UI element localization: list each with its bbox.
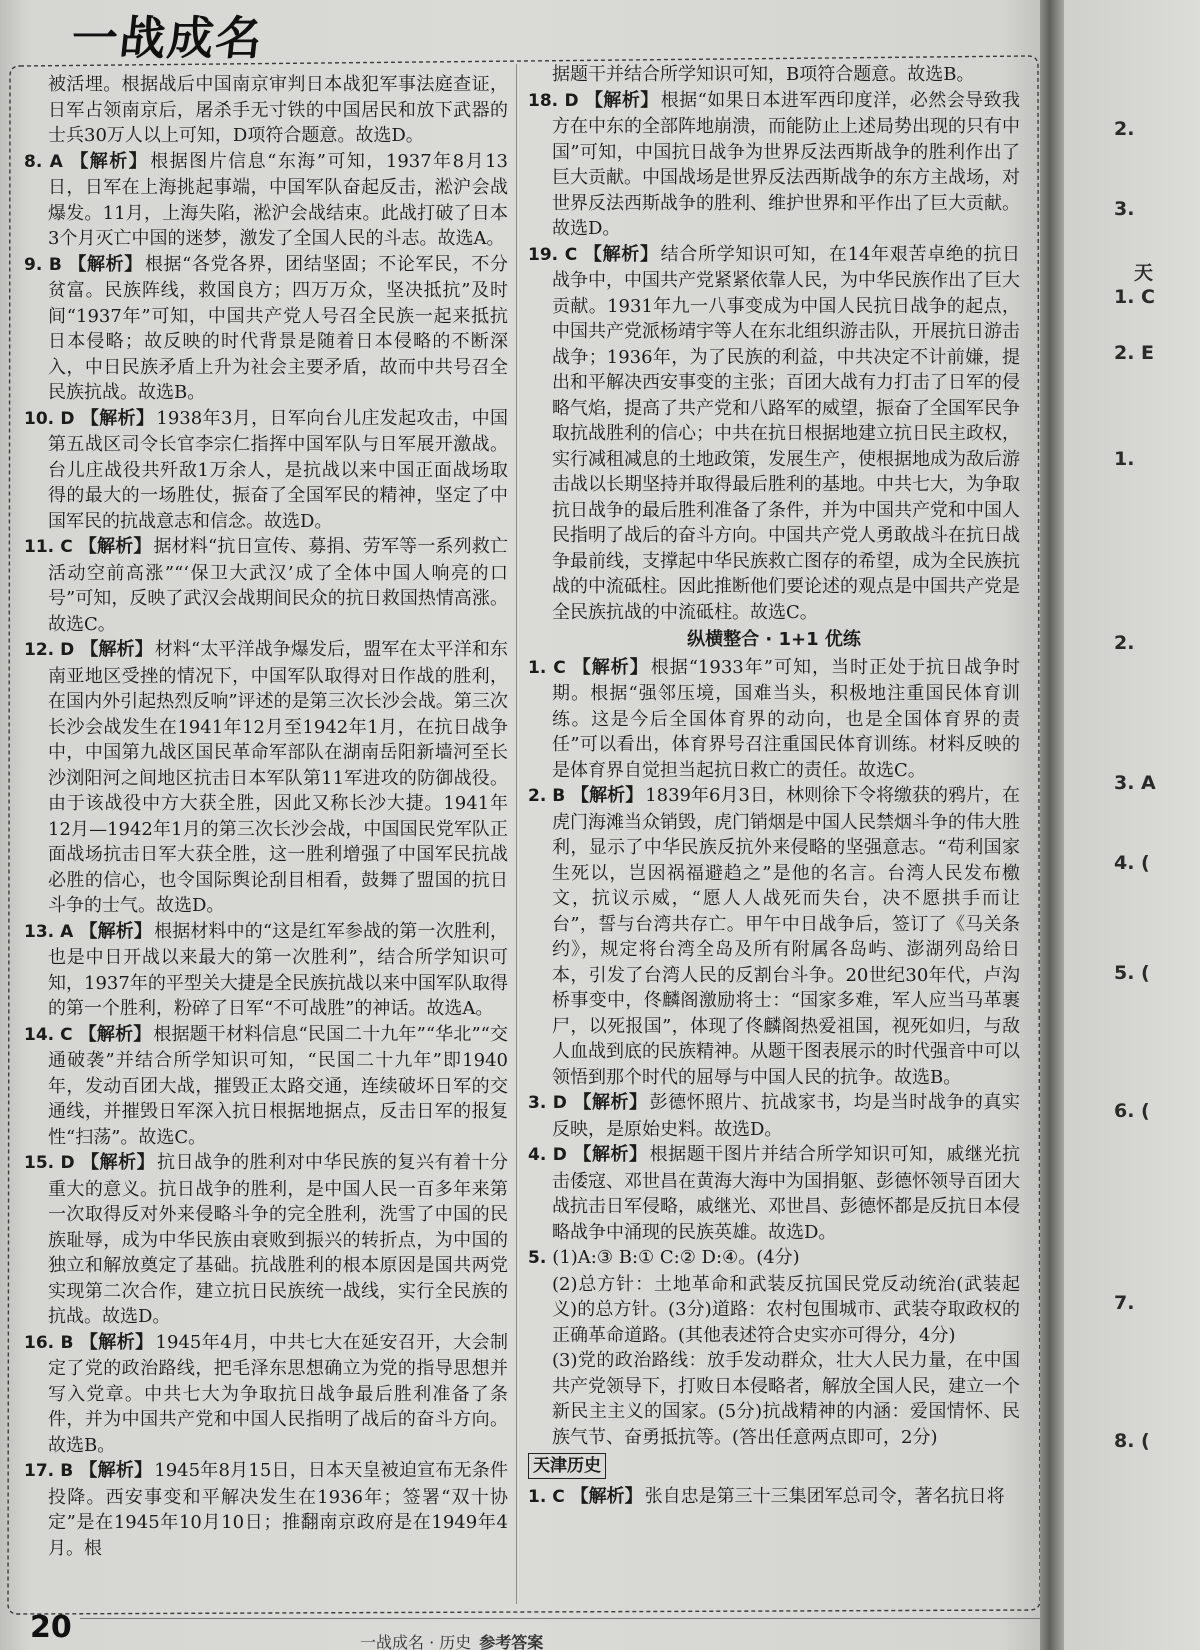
answer-item-16 xyxy=(24,1330,508,1459)
analysis-tag: 【解析】 xyxy=(78,536,152,557)
column-divider xyxy=(516,64,517,1604)
answer-text: 根据“如果日本进军西印度洋，必然会导致我方在中东的全部阵地崩溃，而能防止上述局势出现的只有中国”可知，中国抗日战争为世界反法西斯战争的胜利作出了巨大贡献。中国战场是世界反法西斯战争的东方主战场，对世界反法西斯战争的胜利、维护世界和平作出了巨大贡献。故选D。 xyxy=(552,89,1020,239)
analysis-tag: 【解析】 xyxy=(584,89,659,111)
analysis-tag: 【解析】 xyxy=(80,407,155,429)
answer-item-9 xyxy=(24,252,508,406)
analysis-tag: 【解析】 xyxy=(571,656,649,678)
region-label-box: 天津历史 xyxy=(528,1453,606,1479)
next-page-fragment: 8. ( xyxy=(1114,1430,1150,1452)
analysis-tag: 【解析】 xyxy=(80,639,153,660)
section-item-2 xyxy=(528,783,1020,1090)
answer-text: 根据“各党各界，团结坚固；不论军民，不分贫富。民族阵线，救国良方；四万万众，坚决抵抗”及时间“1937年”可知，中国共产党人号召全民族一起来抵抗日本侵略；故反映的时代背景是随着日本侵略的不断深入，中日民族矛盾上升为社会主要矛盾，故而中共号召全民族抗战。故选B。 xyxy=(48,253,508,403)
next-page-fragment: 3. A xyxy=(1114,772,1156,794)
answer-number: 16. B xyxy=(24,1332,74,1353)
answer-item-12 xyxy=(24,637,508,919)
answer-text: 根据材料中的“这是红军参战的第一次胜利，也是中日开战以来最大的第一次胜利”，结合所学知识可知，1937年的平型关大捷是全民族抗战以来中国军队取得的第一个胜利，粉碎了日军“不可战胜”的神话。故选A。 xyxy=(48,920,508,1019)
answer-text: 被活埋。根据战后中国南京审判日本战犯军事法庭查证，日军占领南京后，屠杀手无寸铁的中国居民和放下武器的士兵30万人以上可知，D项符合题意。故选D。 xyxy=(48,74,508,146)
section-heading: 纵横整合 · 1+1 优练 xyxy=(687,629,861,650)
answer-text: 据题干并结合所学知识可知，B项符合题意。故选B。 xyxy=(552,64,975,85)
answer-number: 15. D xyxy=(24,1153,75,1173)
left-column xyxy=(24,72,508,1607)
answer-text: 1945年4月，中共七大在延安召开，大会制定了党的政治路线，把毛泽东思想确立为党的指导思想并写入党章。中共七大为争取抗日战争最后胜利准备了条件，并为中国共产党和中国人民指明了战后的奋斗方向。故选B。 xyxy=(48,1331,508,1456)
answer-text: 1839年6月3日，林则徐下令将缴获的鸦片，在虎门海滩当众销毁，虎门销烟是中国人民禁烟斗争的伟大胜利，显示了中华民族反抗外来侵略的坚强意志。“苟利国家生死以，岂因祸福避趋之”是他的名言。台湾人民发布檄文，抗议示威，“愿人人战死而失台，决不愿拱手而让台”，誓与台湾共存亡。甲午中日战争后，签订了《马关条约》，规定将台湾全岛及所有附属各岛屿、澎湖列岛给日本，引发了台湾人民的反割台斗争。20世纪30年代，卢沟桥事变中，佟麟阁激励将士：“国家多难，军人应当马革裹尸，以死报国”，体现了佟麟阁热爱祖国，视死如归，与敌人血战到底的民族精神。从题干图表展示的时代强音中可以领悟到那个时代的屈辱与中国人民的抗争。故选B。 xyxy=(552,785,1020,1088)
answer-item-15 xyxy=(24,1150,508,1330)
analysis-tag: 【解析】 xyxy=(79,1331,154,1353)
next-page-fragment: 4. ( xyxy=(1114,852,1150,874)
page-number: 20 xyxy=(30,1610,72,1645)
answer-number: 8. A xyxy=(24,151,63,172)
next-page-fragment: 1. C xyxy=(1114,286,1155,308)
answer-item-13 xyxy=(24,919,508,1022)
analysis-tag: 【解析】 xyxy=(572,1144,648,1165)
section-item-5-part-3 xyxy=(528,1348,1020,1450)
next-page-fragment: 3. xyxy=(1114,198,1135,220)
answer-text: (1)A:③ B:① C:② D:④。(4分) xyxy=(552,1247,800,1268)
answer-number: 10. D xyxy=(24,408,75,429)
answer-number: 11. C xyxy=(24,537,73,557)
next-page-fragment: 7. xyxy=(1114,1292,1135,1314)
answer-text: 根据图片信息“东海”可知，1937年8月13日，日军在上海挑起事端，中国军队奋起反击，淞沪会战爆发。11月，上海失陷，淞沪会战结束。此战打破了日本3个月灭亡中国的迷梦，激发了全国人民的斗志。故选A。 xyxy=(48,150,508,249)
answer-number: 1. C xyxy=(528,657,566,678)
region-item-1 xyxy=(528,1484,1020,1511)
footer-rule xyxy=(80,1618,1040,1619)
right-column xyxy=(528,62,1020,1607)
answer-number: 5. xyxy=(528,1248,547,1268)
answer-number: 12. D xyxy=(24,640,75,660)
answer-number: 1. C xyxy=(528,1487,565,1507)
analysis-tag: 【解析】 xyxy=(68,150,149,172)
analysis-tag: 【解析】 xyxy=(67,253,143,275)
next-page-fragment: 5. ( xyxy=(1114,962,1150,984)
footer-book-suffix: 参考答案 xyxy=(479,1633,544,1650)
answer-number: 19. C xyxy=(528,244,578,265)
answer-text: 1938年3月，日军向台儿庄发起攻击，中国第五战区司令长官李宗仁指挥中国军队与日军展开激战。台儿庄战役共歼敌1万余人，是抗战以来中国正面战场取得的最大的一场胜仗，振奋了全国军民的精神，坚定了中国军民的抗战意志和信念。故选D。 xyxy=(48,407,508,532)
answer-text: 根据题干图片并结合所学知识可知，戚继光抗击倭寇、邓世昌在黄海大海中为国捐躯、彭德怀领导百团大战抗击日军侵略，戚继光、邓世昌、彭德怀都是反抗日本侵略战争中涌现的民族英雄。故选D。 xyxy=(552,1144,1020,1243)
answer-number: 3. D xyxy=(528,1093,567,1113)
section-item-1 xyxy=(528,655,1020,784)
answer-number: 2. B xyxy=(528,786,566,806)
next-page-fragment: 1. xyxy=(1114,448,1135,470)
answer-item-10 xyxy=(24,406,508,535)
answer-text: (2)总方针：土地革命和武装反抗国民党反动统治(武装起义)的总方针。(3分)道路：农村包围城市、武装夺取政权的正确革命道路。(其他表述符合史实亦可得分，4分) xyxy=(552,1273,1020,1346)
answer-text: 材料“太平洋战争爆发后，盟军在太平洋和东南亚地区受挫的情况下，中国军队取得对日作战的胜利，在国内外引起热烈反响”评述的是第三次长沙会战。第三次长沙会战发生在1941年12月至1942年1月，在抗日战争中，中国第九战区国民革命军部队在湖南岳阳新墙河至长沙浏阳河之间地区抗击日本军队第11军进攻的防御战役。由于该战役中方大获全胜，因此又称长沙大捷。1941年12月—1942年1月的第三次长沙会战，中国国民党军队正面战场抗击日军大获全胜，这一胜利增强了中国军民抗战必胜的信心，也令国际舆论刮目相看，鼓舞了盟国的抗日斗争的士气。故选D。 xyxy=(48,639,508,916)
answer-item-14 xyxy=(24,1022,508,1151)
answer-item-7-continued xyxy=(24,72,508,149)
book-gutter-shadow xyxy=(1040,0,1064,1650)
answer-text: 根据题干材料信息“民国二十九年”“华北”“交通破袭”并结合所学知识可知，“民国二十九年”即1940年，发动百团大战，摧毁正太路交通，连续破坏日军的交通线，并摧毁日军深入抗日根据地据点，反击日军的报复性“扫荡”。故选C。 xyxy=(48,1023,508,1148)
answer-text: 抗日战争的胜利对中华民族的复兴有着十分重大的意义。抗日战争的胜利，是中国人民一百多年来第一次取得反对外来侵略斗争的完全胜利，洗雪了中国的民族耻辱，成为中华民族由衰败到振兴的转折点，为中国的独立和解放奠定了基础。抗战胜利的根本原因是国共两党实现第二次合作，建立抗日民族统一战线，实行全民族的抗战。故选D。 xyxy=(48,1152,508,1327)
answer-item-18 xyxy=(528,88,1020,242)
book-brand-title: 一战成名 xyxy=(68,11,267,65)
answer-text: 1945年8月15日，日本天皇被迫宣布无条件投降。西安事变和平解决发生在1936年；签署“双十协定”是在1945年10月10日；推翻南京政府是在1949年4月。根 xyxy=(48,1460,508,1559)
answer-number: 9. B xyxy=(24,254,62,275)
answer-number: 4. D xyxy=(528,1145,567,1165)
answer-text: 据材料“抗日宣传、募捐、劳军等一系列救亡活动空前高涨”“‘保卫大武汉’成了全体中国人响亮的口号”可知，反映了武汉会战期间民众的抗日救国热情高涨。故选C。 xyxy=(48,536,508,635)
section-item-5-part-2 xyxy=(528,1272,1020,1349)
answer-text: 结合所学知识可知，在14年艰苦卓绝的抗日战争中，中国共产党紧紧依靠人民，为中华民族作出了巨大贡献。1931年九一八事变成为中国人民抗日战争的起点，中国共产党派杨靖宇等人在东北组织游击队，开展抗日游击战争；1936年，为了民族的利益，中共决定不计前嫌，提出和平解决西安事变的主张；百团大战有力打击了日军的侵略气焰，提高了共产党和八路军的威望，振奋了全国军民争取抗战胜利的信心；中共在抗日根据地建立抗日民主政权，实行减租减息的土地政策，发展生产，使根据地成为敌后游击战以长期坚持并取得最后胜利的基地。中共七大，为争取抗日战争的最后胜利准备了条件，并为中国共产党和中国人民指明了战后的奋斗方向。中国共产党人勇敢战斗在抗日战争最前线，支撑起中华民族救亡图存的希望，成为全民族抗战的中流砥柱。因此推断他们要论述的观点是中国共产党是全民族抗战的中流砥柱。故选C。 xyxy=(552,243,1020,623)
answer-number: 17. B xyxy=(24,1461,74,1481)
answer-item-17 xyxy=(24,1458,508,1561)
section-item-4 xyxy=(528,1142,1020,1245)
analysis-tag: 【解析】 xyxy=(571,785,644,806)
section-item-5-part-1 xyxy=(528,1245,1020,1272)
answer-number: 18. D xyxy=(528,90,579,111)
footer-book-name: 一战成名 · 历史 xyxy=(360,1633,472,1650)
next-page-fragment: 2. E xyxy=(1114,342,1155,364)
analysis-tag: 【解析】 xyxy=(570,1486,643,1507)
analysis-tag: 【解析】 xyxy=(572,1092,648,1113)
analysis-tag: 【解析】 xyxy=(79,1460,153,1481)
answer-text: 张自忠是第三十三集团军总司令，著名抗日将 xyxy=(644,1486,1005,1507)
answer-number: 13. A xyxy=(24,921,74,942)
analysis-tag: 【解析】 xyxy=(583,243,659,265)
next-page-fragment: 天 xyxy=(1134,262,1154,284)
next-page-edge xyxy=(1064,0,1200,1650)
answer-text: (3)党的政治路线：放手发动群众，壮大人民力量，在中国共产党领导下，打败日本侵略者，解放全国人民，建立一个新民主主义的国家。(5分)抗战精神的内涵：爱国情怀、民族气节、奋勇抵抗等。(答出任意两点即可，2分) xyxy=(552,1350,1020,1448)
analysis-tag: 【解析】 xyxy=(80,1152,156,1173)
answer-item-11 xyxy=(24,534,508,637)
analysis-tag: 【解析】 xyxy=(79,920,153,942)
answer-item-17-continued xyxy=(528,62,1020,88)
answer-text: 根据“1933年”可知，当时正处于抗日战争时期。根据“强邻压境，国难当头，积极地注重国民体育训练。这是今后全国体育界的动向，也是全国体育界的责任”可以看出，体育界号召注重国民体育训练。材料反映的是体育界自觉担当起抗日救亡的责任。故选C。 xyxy=(552,656,1020,781)
next-page-fragment: 6. ( xyxy=(1114,1100,1150,1122)
answer-item-19 xyxy=(528,242,1020,626)
footer-book-title xyxy=(360,1630,543,1650)
next-page-fragment: 2. xyxy=(1114,118,1135,140)
analysis-tag: 【解析】 xyxy=(78,1023,152,1045)
answer-text: 彭德怀照片、抗战家书，均是当时战争的真实反映，是原始史料。故选D。 xyxy=(552,1092,1020,1140)
next-page-fragment: 2. xyxy=(1114,632,1135,654)
section-item-3 xyxy=(528,1090,1020,1142)
answer-item-8 xyxy=(24,149,508,252)
answer-number: 14. C xyxy=(24,1024,73,1045)
